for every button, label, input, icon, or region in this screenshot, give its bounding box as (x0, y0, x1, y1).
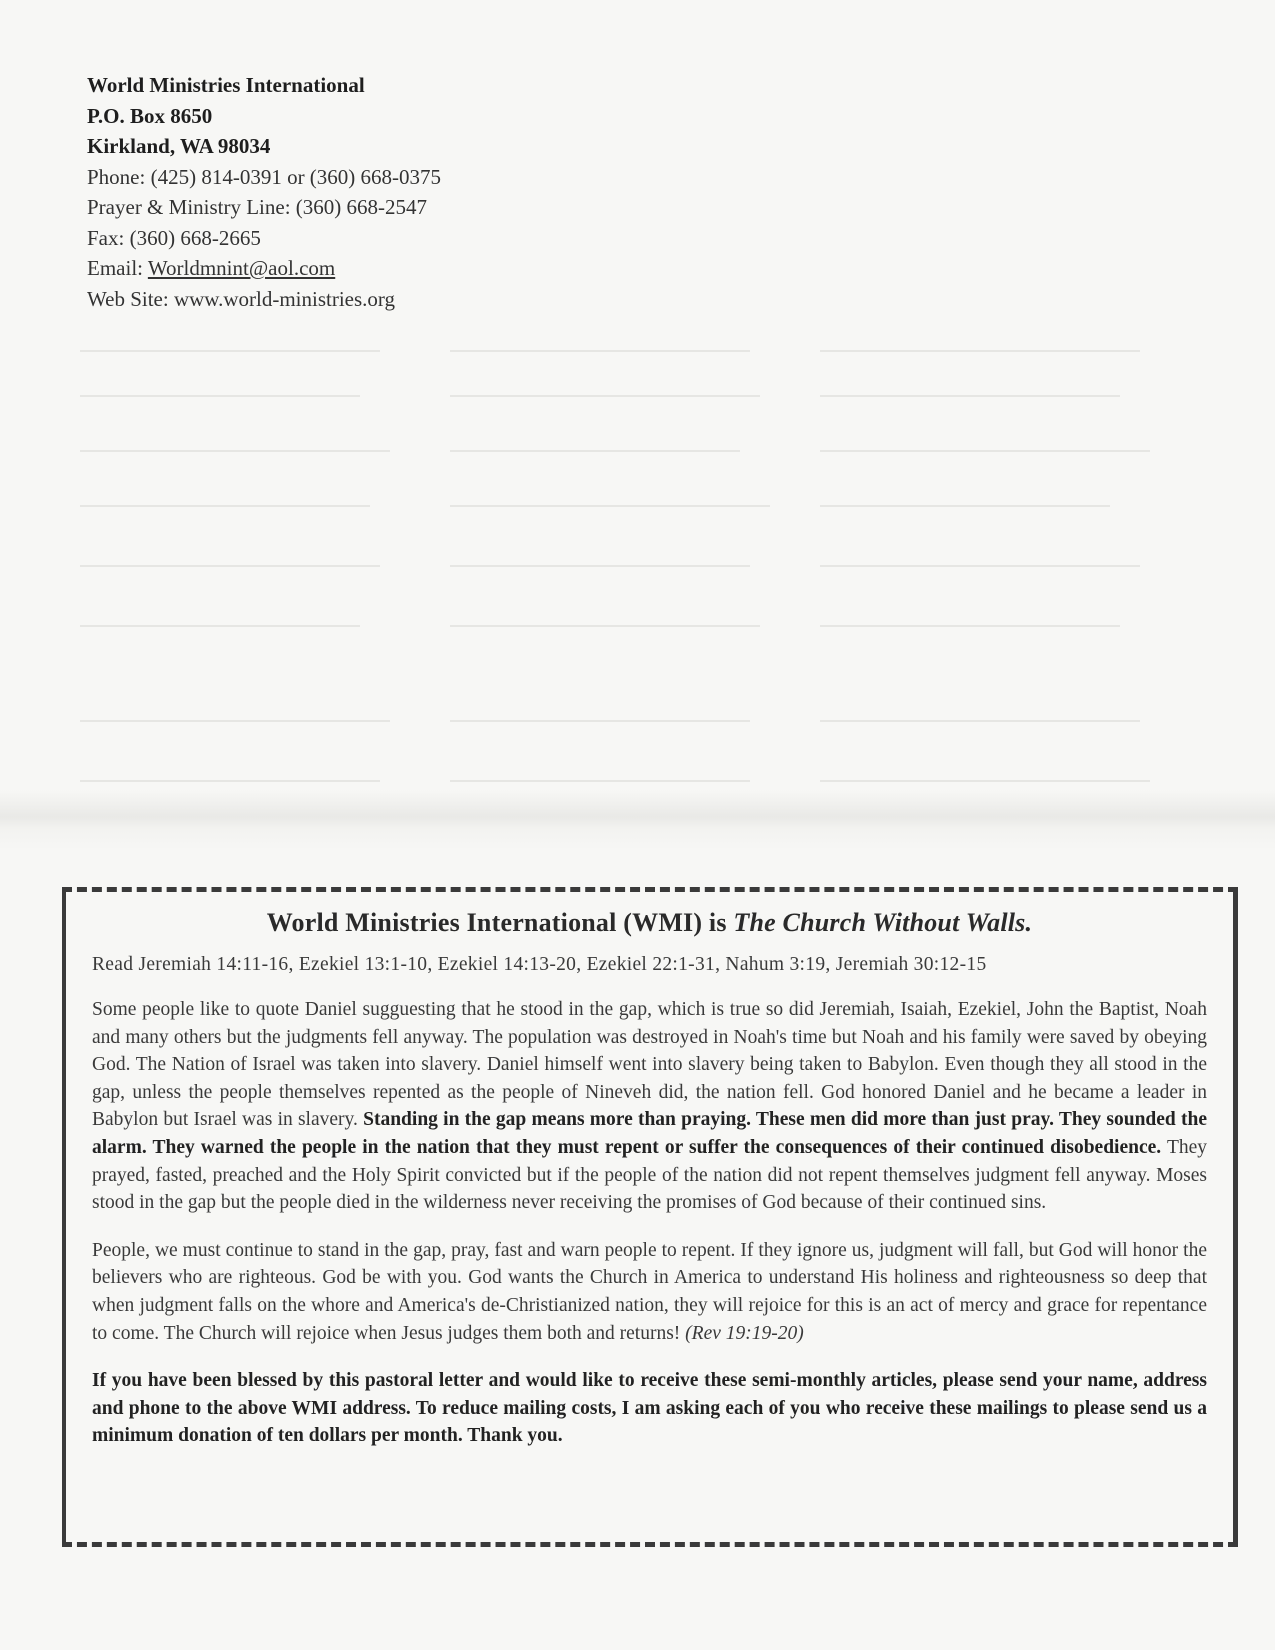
paragraph-2 (92, 1237, 1207, 1347)
p2-citation: (Rev 19:19-20) (685, 1322, 804, 1344)
p1-bold: Standing in the gap means more than praying. These men did more than just pray. They sounded the alarm. They warned the people in the nation that they must repent or suffer the consequences of their continued disobedience. (92, 1109, 1207, 1158)
website-line: Web Site: www.world-ministries.org (87, 286, 396, 311)
email-label: Email: (87, 256, 148, 280)
p2-text: People, we must continue to stand in the gap, pray, fast and warn people to repent. If they ignore us, judgment will fall, but God will honor the believers who are righteous. God be with you. God wants the Church in America to understand His holiness and righteousness so deep that when judgment falls on the whore and America's de-Christianized nation, they will rejoice for this is an act of mercy and grace for repentance to come. The Church will rejoice when Jesus judges them both and returns! (92, 1239, 1207, 1344)
contact-block (87, 70, 441, 314)
email-link[interactable]: Worldmnint@aol.com (147, 256, 336, 280)
article-title (92, 908, 1207, 938)
p1-start: Some people like to quote Daniel sugguesting that he stood in the gap, which is true so did Jeremiah, Isaiah, Ezekiel, John the Baptist, Noah and many others but the judgments fell anyway. The population was destroyed in Noah's time but Noah and his family were saved by obeying God. The Nation of Israel was taken into slavery. Daniel himself went into slavery being taken to Babylon. Even though they all stood in the gap, unless the people themselves repented as the people of Nineveh did, the nation fell. God honored Daniel and he became a leader in Babylon but Israel was in slavery. (92, 999, 1207, 1131)
org-name: World Ministries International (87, 73, 365, 97)
closing-appeal: If you have been blessed by this pastoral letter and would like to receive these semi-monthly articles, please send your name, address and phone to the above WMI address. To reduce mailing costs, I am asking each of you who receive these mailings to please send us a minimum donation of ten dollars per month. Thank you. (92, 1370, 1207, 1447)
p1-end: They prayed, fasted, preached and the Holy Spirit convicted but if the people of the nation did not repent themselves judgment fell anyway. Moses stood in the gap but the people died in the wilderness never receiving the promises of God because of their continued sins. (92, 1136, 1208, 1214)
show-through-texture (80, 340, 1215, 860)
title-italic: The Church Without Walls. (733, 908, 1033, 937)
paragraph-1 (92, 996, 1207, 1217)
prayer-line: Prayer & Ministry Line: (360) 668-2547 (87, 195, 428, 219)
paper-fold-shadow (0, 790, 1275, 850)
city-line: Kirkland, WA 98034 (87, 134, 271, 158)
phone-line: Phone: (425) 814-0391 or (360) 668-0375 (87, 164, 442, 189)
email-line (87, 253, 441, 284)
title-main: World Ministries International (WMI) is (266, 908, 734, 937)
po-box: P.O. Box 8650 (87, 103, 213, 128)
scripture-readings: Read Jeremiah 14:11-16, Ezekiel 13:1-10, Ezekiel 14:13-20, Ezekiel 22:1-31, Nahum 3:19, Jeremiah 30:12-15 (92, 954, 987, 975)
article-box (62, 887, 1238, 1547)
fax-line: Fax: (360) 668-2665 (87, 225, 261, 250)
